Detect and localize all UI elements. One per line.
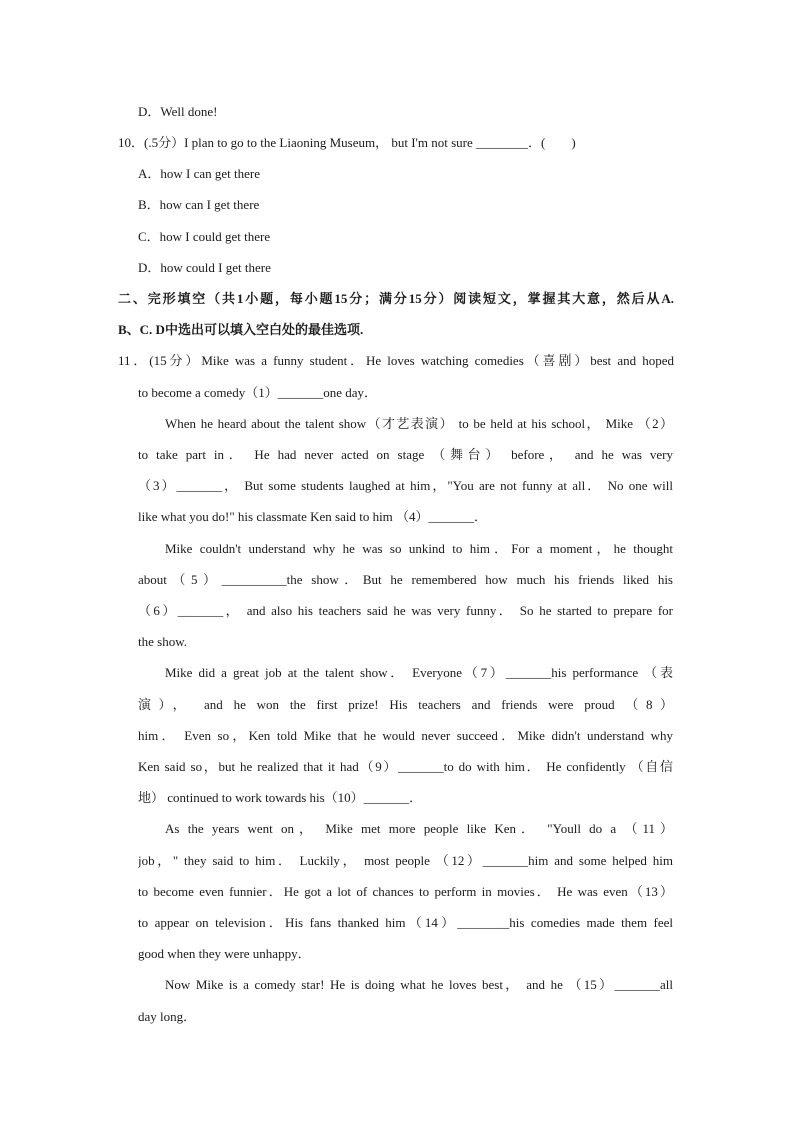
q9-option-d: D．Well done!	[138, 104, 218, 119]
q11-line-22: day long．	[138, 1009, 197, 1024]
q10-stem: 10．(.5分）I plan to go to the Liaoning Museum， but I'm not sure ________．( )	[118, 135, 576, 150]
q11-line-13: him． Even so，Ken told Mike that he would never succeed．Mike didn't understand why	[138, 728, 673, 743]
q11-line-4: to take part in． He had never acted on stage （舞台） before， and he was very	[138, 447, 673, 462]
q11-line-14: Ken said so，but he realized that it had（9）_______to do with him． He confidently （自信	[138, 759, 673, 774]
q10-option-c: C．how I could get there	[138, 229, 271, 244]
q11-line-15: 地） continued to work towards his（10）_______．	[138, 790, 423, 805]
q11-line-21: Now Mike is a comedy star! He is doing what he loves best， and he （15）_______all	[165, 977, 673, 992]
q11-line-2: to become a comedy（1）_______one day．	[138, 385, 377, 400]
q11-line-11: Mike did a great job at the talent show． Everyone（7）_______his performance （表	[165, 665, 673, 680]
q11-line-8: about（5）__________the show．But he remembered how much his friends liked his	[138, 572, 673, 587]
q10-option-d: D．how could I get there	[138, 260, 271, 275]
q10-option-b: B．how can I get there	[138, 197, 260, 212]
section-heading-line1: 二、完形填空（共1小题，每小题15分；满分15分）阅读短文，掌握其大意，然后从A.	[118, 291, 674, 306]
q11-line-19: to appear on television．His fans thanked him（14）________his comedies made them feel	[138, 915, 673, 930]
q11-line-17: job，" they said to him． Luckily， most people （12）_______him and some helped him	[138, 853, 673, 868]
q11-line-3: When he heard about the talent show（才艺表演） to be held at his school， Mike （2）	[165, 416, 673, 431]
q11-line-20: good when they were unhappy．	[138, 946, 311, 961]
q11-line-6: like what you do!" his classmate Ken said to him （4）_______．	[138, 509, 488, 524]
q11-line-16: As the years went on， Mike met more people like Ken． "Youll do a （11）	[165, 821, 673, 836]
q11-line-7: Mike couldn't understand why he was so unkind to him．For a moment，he thought	[165, 541, 673, 556]
q11-line-10: the show.	[138, 634, 187, 649]
q11-line-18: to become even funnier．He got a lot of chances to perform in movies． He was even（13）	[138, 884, 673, 899]
section-heading-line2: B、C. D中选出可以填入空白处的最佳选项.	[118, 322, 364, 337]
q11-line-5: （3）_______， But some students laughed at him，"You are not funny at all． No one will	[138, 478, 673, 493]
q10-option-a: A．how I can get there	[138, 166, 261, 181]
q11-line-9: （6）_______， and also his teachers said he was very funny． So he started to prepare for	[138, 603, 673, 618]
q11-line-12: 演）， and he won the first prize! His teachers and friends were proud （8）	[138, 697, 673, 712]
q11-line-1: 11．(15分）Mike was a funny student．He loves watching comedies（喜剧）best and hoped	[118, 353, 674, 368]
